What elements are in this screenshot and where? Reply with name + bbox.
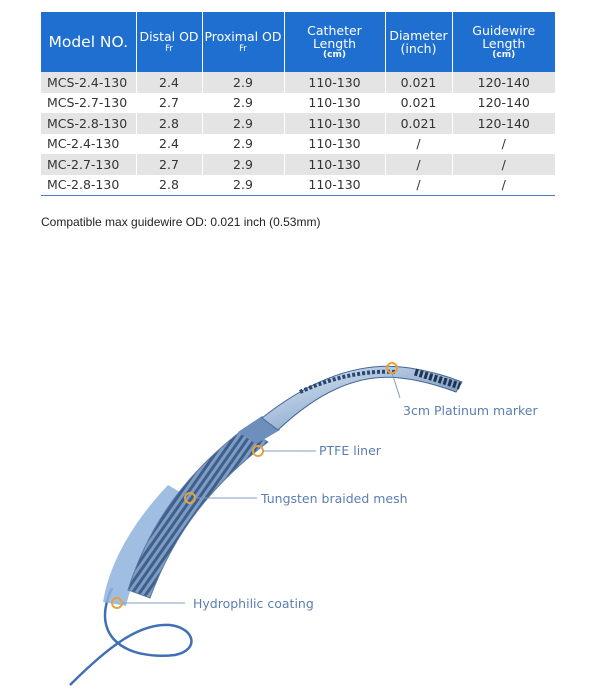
label-hydrophilic-coating: Hydrophilic coating (193, 596, 314, 611)
col-header-proximal-od: Proximal OD Fr (202, 12, 284, 72)
cell-proximal-od: 2.9 (202, 175, 284, 196)
col-header-distal-od: Distal OD Fr (136, 12, 202, 72)
cell-guidewire-length: / (452, 154, 555, 175)
cell-model: MC-2.8-130 (41, 175, 136, 196)
spec-table (41, 12, 555, 195)
cell-proximal-od: 2.9 (202, 72, 284, 93)
label-platinum-marker: 3cm Platinum marker (403, 403, 538, 418)
col-header-catheter-length: Catheter Length (cm) (284, 12, 385, 72)
cell-model: MC-2.4-130 (41, 134, 136, 155)
cell-model: MCS-2.7-130 (41, 93, 136, 114)
table-row (41, 93, 555, 114)
cell-proximal-od: 2.9 (202, 113, 284, 134)
cell-proximal-od: 2.9 (202, 134, 284, 155)
cell-catheter-length: 110-130 (284, 93, 385, 114)
cell-model: MCS-2.8-130 (41, 113, 136, 134)
table-row (41, 154, 555, 175)
table-row (41, 134, 555, 155)
label-ptfe-liner: PTFE liner (319, 443, 381, 458)
guidewire-compatibility-note: Compatible max guidewire OD: 0.021 inch (0.53mm) (41, 215, 321, 229)
cell-catheter-length: 110-130 (284, 154, 385, 175)
cell-catheter-length: 110-130 (284, 175, 385, 196)
cell-model: MC-2.7-130 (41, 154, 136, 175)
cell-diameter: / (385, 134, 452, 155)
table-row (41, 113, 555, 134)
cell-distal-od: 2.8 (136, 113, 202, 134)
cell-guidewire-length: / (501, 136, 506, 152)
cell-guidewire-length: 120-140 (477, 95, 530, 111)
cell-catheter-length: 110-130 (284, 134, 385, 155)
cell-diameter: / (385, 175, 452, 196)
cell-distal-od: 2.8 (136, 175, 202, 196)
cell-guidewire-length: 120-140 (452, 72, 555, 93)
cell-distal-od: 2.4 (136, 72, 202, 93)
cell-guidewire-length: 120-140 (452, 113, 555, 134)
cell-catheter-length: 110-130 (284, 72, 385, 93)
cell-distal-od: 2.7 (136, 93, 202, 114)
catheter-drawing (0, 340, 607, 686)
cell-diameter: 0.021 (385, 93, 452, 114)
table-row (41, 72, 555, 93)
col-header-diameter: Diameter (inch) (385, 12, 452, 72)
col-header-guidewire-length: Guidewire Length (cm) (452, 12, 555, 72)
cell-proximal-od: 2.9 (202, 93, 284, 114)
cell-distal-od: 2.4 (136, 134, 202, 155)
table-row (41, 175, 555, 196)
cell-diameter: 0.021 (385, 113, 452, 134)
spec-table-container (41, 12, 555, 196)
cell-catheter-length: 110-130 (284, 113, 385, 134)
cell-diameter: 0.021 (385, 72, 452, 93)
cell-model: MCS-2.4-130 (41, 72, 136, 93)
table-header-row (41, 12, 555, 72)
cell-distal-od: 2.7 (136, 154, 202, 175)
catheter-illustration (0, 340, 607, 686)
cell-diameter: / (385, 154, 452, 175)
cell-guidewire-length: / (501, 177, 506, 193)
label-tungsten-mesh: Tungsten braided mesh (261, 491, 408, 506)
col-header-model: Model NO. (41, 12, 136, 72)
cell-proximal-od: 2.9 (202, 154, 284, 175)
